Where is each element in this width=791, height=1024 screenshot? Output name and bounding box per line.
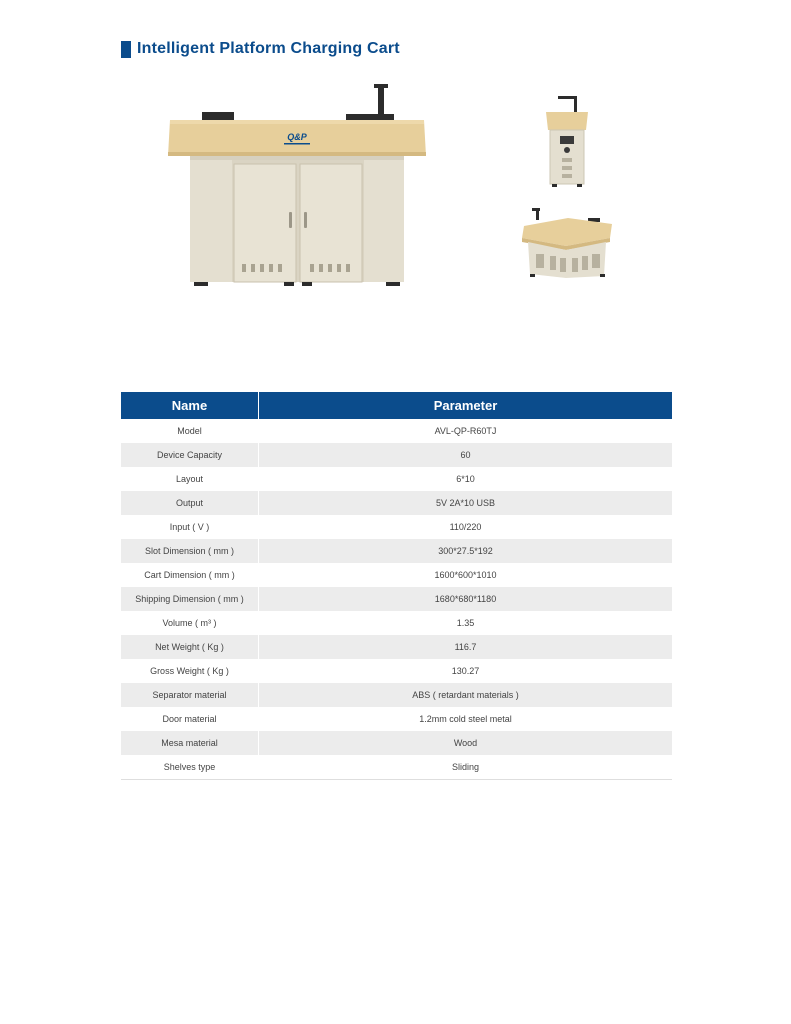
table-row <box>121 755 672 780</box>
row-name: Volume ( m³ ) <box>121 611 259 635</box>
row-name: Input ( V ) <box>121 515 259 539</box>
row-name: Slot Dimension ( mm ) <box>121 539 259 563</box>
row-name: Separator material <box>121 683 259 707</box>
row-value: 116.7 <box>259 635 673 659</box>
table-row <box>121 419 672 443</box>
row-value: Wood <box>259 731 673 755</box>
table-row <box>121 467 672 491</box>
charging-cart-perspective-image <box>520 204 614 280</box>
row-name: Cart Dimension ( mm ) <box>121 563 259 587</box>
row-name: Output <box>121 491 259 515</box>
charging-cart-side-image <box>544 94 590 188</box>
row-value: 1680*680*1180 <box>259 587 673 611</box>
row-value: 1.35 <box>456 618 475 628</box>
row-value: 60 <box>259 443 673 467</box>
table-row <box>121 563 672 587</box>
column-header-parameter: Parameter <box>259 392 673 419</box>
row-value: 300*27.5*192 <box>259 539 673 563</box>
row-value: 6*10 <box>456 474 475 484</box>
table-row <box>121 491 672 515</box>
table-row <box>121 611 672 635</box>
row-name: Model <box>121 419 259 443</box>
row-value: 1600*600*1010 <box>434 570 497 580</box>
row-name: Mesa material <box>121 731 259 755</box>
brand-logo: Q&P <box>287 132 307 142</box>
table-row <box>121 659 672 683</box>
spec-table-header <box>121 392 672 419</box>
row-value: 5V 2A*10 USB <box>259 491 673 515</box>
row-value: 1.2mm cold steel metal <box>419 714 512 724</box>
row-value: AVL-QP-R60TJ <box>434 426 497 436</box>
row-name: Shelves type <box>121 755 259 780</box>
spec-table <box>121 392 672 780</box>
row-value: 130.27 <box>451 666 480 676</box>
page-title: Intelligent Platform Charging Cart <box>137 40 400 57</box>
row-name: Device Capacity <box>121 443 259 467</box>
row-name: Door material <box>121 707 259 731</box>
table-row <box>121 635 672 659</box>
row-name: Net Weight ( Kg ) <box>121 635 259 659</box>
row-value: Sliding <box>259 755 673 780</box>
column-header-name: Name <box>121 392 259 419</box>
table-row <box>121 515 672 539</box>
table-row <box>121 443 672 467</box>
charging-cart-front-image <box>166 84 428 294</box>
title-accent-bar <box>121 41 131 58</box>
table-row <box>121 731 672 755</box>
page-header <box>121 40 400 58</box>
table-row <box>121 587 672 611</box>
table-row <box>121 707 672 731</box>
table-row <box>121 683 672 707</box>
row-name: Layout <box>121 467 259 491</box>
row-value: ABS ( retardant materials ) <box>259 683 673 707</box>
table-row <box>121 539 672 563</box>
row-name: Shipping Dimension ( mm ) <box>121 587 259 611</box>
row-value: 110/220 <box>449 522 482 532</box>
row-name: Gross Weight ( Kg ) <box>121 659 259 683</box>
